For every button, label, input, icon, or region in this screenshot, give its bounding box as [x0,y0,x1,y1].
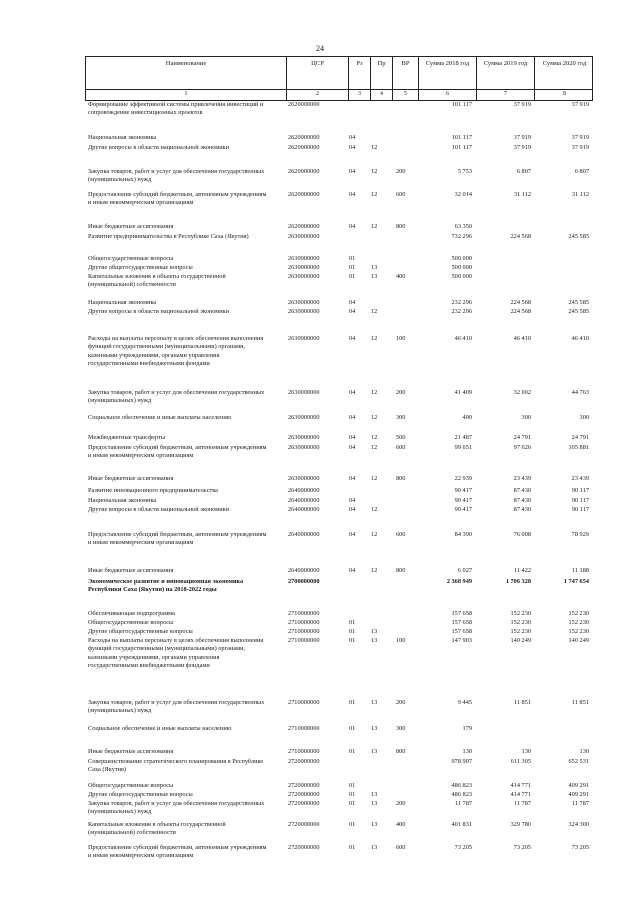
cell-s2019: 46 410 [513,335,531,342]
cell-csr: 2640000000 [288,497,320,504]
cell-s2019: 32 002 [513,389,531,396]
cell-name: Национальная экономика [88,497,157,504]
cell-s2019: 23 439 [513,475,531,482]
cell-s2018: 32 014 [454,191,472,198]
cell-s2018: 73 205 [454,844,472,851]
cell-csr: 2710000000 [288,619,320,626]
cell-vr: 100 [396,335,406,342]
cell-s2020: 23 439 [571,475,589,482]
column-number: 1 [184,91,188,97]
cell-s2020: 31 112 [571,191,589,198]
cell-vr: 300 [396,414,406,421]
cell-csr: 2720000000 [288,800,320,807]
cell-pr: 12 [371,308,378,315]
cell-name: Совершенствование стратегического планирования в Республике Саха (Якутия) [88,758,264,774]
cell-name: Другие вопросы в области национальной экономики [88,506,230,513]
cell-pr: 12 [371,144,378,151]
cell-name: Иные бюджетные ассигнования [88,475,174,482]
cell-s2018: 500 000 [451,273,472,280]
cell-s2019: 73 205 [513,844,531,851]
cell-s2020: 46 410 [571,335,589,342]
cell-name: Социальное обеспечение и иные выплаты населению [88,725,232,732]
cell-s2020: 245 585 [568,233,589,240]
header-csr: ЦСР [286,57,348,89]
cell-s2020: 152 230 [568,610,589,617]
cell-pr: 12 [371,191,378,198]
cell-name: Другие вопросы в области национальной экономики [88,308,230,315]
cell-name: Предоставление субсидий бюджетным, автономным учреждениям и иным некоммерческим организациям [88,444,267,460]
header-sum-2018: Сумма 2018 год [418,57,476,89]
cell-s2020: 11 851 [571,699,589,706]
cell-name: Расходы на выплаты персоналу в целях обеспечения выполнения функций государственными (муниципальными) органами, казенными учреждениями, органами управления государственными внебюджетными фондами [88,335,264,368]
cell-csr: 2620000000 [288,168,320,175]
cell-name: Национальная экономика [88,299,157,306]
cell-s2018: 90 417 [454,487,472,494]
cell-s2018: 157 658 [451,610,472,617]
header-sum-2019: Сумма 2019 год [476,57,534,89]
cell-rz: 01 [349,264,356,271]
cell-name: Закупка товаров, работ и услуг для обеспечения государственных (муниципальных) нужд [88,168,265,184]
cell-s2018: 101 117 [451,144,472,151]
cell-s2018: 486 823 [451,791,472,798]
cell-s2018: 5 753 [457,168,472,175]
cell-s2020: 6 807 [574,168,589,175]
cell-pr: 13 [371,800,378,807]
cell-name: Иные бюджетные ассигнования [88,748,174,755]
cell-pr: 13 [371,699,378,706]
cell-name: Капитальные вложения в объекты государственной (муниципальной) собственности [88,821,226,837]
cell-rz: 04 [349,414,356,421]
cell-csr: 2620000000 [288,134,320,141]
cell-s2018: 232 296 [451,299,472,306]
cell-s2020: 409 291 [568,791,589,798]
cell-vr: 300 [396,725,406,732]
cell-pr: 13 [371,628,378,635]
cell-s2019: 152 230 [510,628,531,635]
cell-s2020: 90 117 [571,487,589,494]
cell-csr: 2630000000 [288,255,320,262]
cell-vr: 200 [396,699,406,706]
cell-s2019: 76 008 [513,531,531,538]
cell-csr: 2710000000 [288,610,320,617]
cell-vr: 100 [396,637,406,644]
cell-rz: 04 [349,335,356,342]
cell-pr: 12 [371,475,378,482]
cell-vr: 800 [396,748,406,755]
cell-s2020: 152 230 [568,619,589,626]
cell-name: Развитие предпринимательства в Республике Саха (Якутия) [88,233,249,240]
cell-s2019: 224 568 [510,233,531,240]
cell-pr: 13 [371,844,378,851]
cell-vr: 200 [396,800,406,807]
header-vr: ВР [392,57,418,89]
cell-pr: 12 [371,335,378,342]
cell-s2020: 90 117 [571,506,589,513]
cell-rz: 04 [349,497,356,504]
cell-rz: 04 [349,444,356,451]
cell-name: Экономическое развитие и инновационная экономика Республики Саха (Якутия) на 2018-2022 годы [88,578,244,594]
cell-s2020: 409 291 [568,782,589,789]
cell-s2018: 90 417 [454,497,472,504]
cell-csr: 2630000000 [288,414,320,421]
cell-pr: 12 [371,567,378,574]
cell-csr: 2710000000 [288,725,320,732]
cell-s2019: 31 112 [513,191,531,198]
cell-pr: 12 [371,223,378,230]
cell-rz: 04 [349,223,356,230]
cell-csr: 2630000000 [288,273,320,280]
cell-name: Межбюджетные трансферты [88,434,166,441]
table-header [85,56,593,90]
cell-s2018: 401 831 [451,821,472,828]
cell-s2018: 46 410 [454,335,472,342]
cell-csr: 2620000000 [288,144,320,151]
cell-name: Другие общегосударственные вопросы [88,628,193,635]
cell-vr: 200 [396,168,406,175]
cell-rz: 04 [349,168,356,175]
cell-s2018: 157 658 [451,628,472,635]
cell-s2020: 90 117 [571,497,589,504]
header-name: Наименование [165,60,207,67]
cell-name: Предоставление субсидий бюджетным, автономным учреждениям и иным некоммерческим организациям [88,191,267,207]
cell-s2020: 324 300 [568,821,589,828]
header-pr: Пр [370,57,392,89]
cell-name: Обеспечивающая подпрограмма [88,610,175,617]
cell-s2020: 130 [579,748,589,755]
cell-s2018: 232 296 [451,308,472,315]
cell-s2018: 41 409 [454,389,472,396]
cell-s2019: 11 851 [513,699,531,706]
cell-csr: 2630000000 [288,264,320,271]
cell-pr: 12 [371,414,378,421]
cell-pr: 13 [371,748,378,755]
cell-csr: 2630000000 [288,299,320,306]
column-number: 3 [348,90,370,100]
cell-pr: 13 [371,821,378,828]
cell-csr: 2720000000 [288,758,320,765]
cell-pr: 13 [371,273,378,280]
cell-vr: 800 [396,223,406,230]
cell-s2018: 147 903 [451,637,472,644]
cell-csr: 2710000000 [288,748,320,755]
cell-s2019: 37 919 [513,101,531,108]
cell-rz: 04 [349,531,356,538]
cell-name: Закупка товаров, работ и услуг для обеспечения государственных (муниципальных) нужд [88,800,265,816]
header-rz: Рз [348,57,370,89]
cell-s2019: 37 919 [513,134,531,141]
cell-s2019: 414 771 [510,782,531,789]
cell-csr: 2630000000 [288,434,320,441]
cell-rz: 01 [349,637,356,644]
cell-s2019: 414 771 [510,791,531,798]
cell-name: Развитие инновационного предпринимательства [88,487,218,494]
cell-csr: 2630000000 [288,389,320,396]
cell-csr: 2720000000 [288,821,320,828]
page-number: 24 [316,44,324,53]
cell-csr: 2630000000 [288,475,320,482]
cell-rz: 04 [349,506,356,513]
cell-s2019: 130 [521,748,531,755]
cell-csr: 2720000000 [288,844,320,851]
cell-rz: 04 [349,475,356,482]
cell-name: Предоставление субсидий бюджетным, автономным учреждениям и иным некоммерческим организациям [88,531,267,547]
cell-s2018: 732 296 [451,233,472,240]
cell-s2018: 179 [462,725,472,732]
cell-name: Общегосударственные вопросы [88,619,174,626]
cell-rz: 04 [349,134,356,141]
cell-s2018: 6 027 [457,567,472,574]
cell-rz: 01 [349,273,356,280]
cell-csr: 2720000000 [288,782,320,789]
cell-vr: 800 [396,475,406,482]
cell-s2020: 44 763 [571,389,589,396]
cell-s2020: 652 531 [568,758,589,765]
cell-name: Другие общегосударственные вопросы [88,264,193,271]
column-number: 8 [534,90,594,100]
cell-s2019: 87 430 [513,506,531,513]
cell-rz: 01 [349,782,356,789]
cell-pr: 13 [371,791,378,798]
cell-s2019: 1 706 328 [505,578,531,585]
cell-rz: 01 [349,748,356,755]
cell-s2018: 157 658 [451,619,472,626]
cell-csr: 2630000000 [288,233,320,240]
cell-rz: 01 [349,619,356,626]
cell-pr: 12 [371,506,378,513]
cell-csr: 2640000000 [288,487,320,494]
cell-name: Расходы на выплаты персоналу в целях обеспечения выполнения функций государственными (муниципальными) органами, казенными учреждениями, органами управления государственными внебюджетными фондами [88,637,264,670]
cell-s2020: 105 881 [568,444,589,451]
column-number-row [85,90,593,101]
cell-s2018: 101 117 [451,134,472,141]
cell-rz: 01 [349,699,356,706]
cell-pr: 13 [371,725,378,732]
cell-s2020: 152 230 [568,628,589,635]
cell-vr: 600 [396,844,406,851]
cell-s2019: 152 230 [510,619,531,626]
cell-name: Общегосударственные вопросы [88,782,174,789]
cell-s2018: 9 445 [457,699,472,706]
cell-name: Предоставление субсидий бюджетным, автономным учреждениям и иным некоммерческим организациям [88,844,267,860]
column-number: 6 [418,90,476,100]
cell-rz: 01 [349,255,356,262]
cell-s2019: 87 430 [513,497,531,504]
cell-s2020: 73 205 [571,844,589,851]
cell-s2019: 6 807 [516,168,531,175]
cell-s2018: 21 487 [454,434,472,441]
cell-rz: 04 [349,389,356,396]
cell-s2018: 84 390 [454,531,472,538]
cell-s2018: 101 117 [451,101,472,108]
cell-csr: 2630000000 [288,308,320,315]
cell-csr: 2620000000 [288,223,320,230]
cell-s2019: 140 249 [510,637,531,644]
cell-name: Иные бюджетные ассигнования [88,567,174,574]
cell-s2019: 152 230 [510,610,531,617]
cell-s2020: 37 919 [571,134,589,141]
cell-rz: 01 [349,800,356,807]
cell-vr: 600 [396,444,406,451]
cell-s2020: 245 585 [568,308,589,315]
header-sum-2020: Сумма 2020 год [534,57,594,89]
cell-s2018: 500 000 [451,255,472,262]
cell-name: Другие общегосударственные вопросы [88,791,193,798]
cell-s2019: 87 430 [513,487,531,494]
cell-s2019: 300 [521,414,531,421]
cell-rz: 04 [349,299,356,306]
cell-s2019: 37 919 [513,144,531,151]
cell-csr: 2710000000 [288,699,320,706]
cell-pr: 12 [371,444,378,451]
cell-s2019: 11 787 [513,800,531,807]
cell-name: Иные бюджетные ассигнования [88,223,174,230]
cell-s2018: 22 939 [454,475,472,482]
column-number: 7 [476,90,534,100]
cell-s2018: 978 907 [451,758,472,765]
column-number: 2 [286,90,348,100]
cell-s2018: 130 [462,748,472,755]
cell-rz: 04 [349,567,356,574]
cell-name: Социальное обеспечение и иные выплаты населению [88,414,232,421]
cell-vr: 600 [396,191,406,198]
column-number: 5 [392,90,418,100]
cell-csr: 2630000000 [288,335,320,342]
cell-rz: 01 [349,844,356,851]
cell-s2019: 11 422 [513,567,531,574]
cell-s2019: 24 791 [513,434,531,441]
cell-s2019: 329 780 [510,821,531,828]
cell-s2019: 224 568 [510,299,531,306]
cell-name: Капитальные вложения в объекты государственной (муниципальной) собственности [88,273,226,289]
cell-s2018: 500 000 [451,264,472,271]
cell-csr: 2620000000 [288,191,320,198]
cell-name: Формирование эффективной системы привлечения инвестиций и сопровождение инвестиционных проектов [88,101,264,117]
cell-name: Другие вопросы в области национальной экономики [88,144,230,151]
cell-s2020: 11 188 [571,567,589,574]
cell-rz: 01 [349,725,356,732]
cell-s2018: 90 417 [454,506,472,513]
cell-pr: 12 [371,389,378,396]
cell-pr: 12 [371,434,378,441]
cell-rz: 04 [349,308,356,315]
column-number: 4 [370,90,392,100]
cell-csr: 2640000000 [288,567,320,574]
cell-rz: 04 [349,144,356,151]
cell-csr: 2710000000 [288,628,320,635]
cell-csr: 2720000000 [288,791,320,798]
cell-s2018: 486 823 [451,782,472,789]
cell-pr: 12 [371,531,378,538]
cell-rz: 04 [349,191,356,198]
cell-s2020: 1 747 654 [563,578,589,585]
cell-vr: 400 [396,821,406,828]
cell-vr: 800 [396,567,406,574]
cell-pr: 13 [371,637,378,644]
cell-pr: 13 [371,264,378,271]
cell-rz: 01 [349,821,356,828]
cell-name: Закупка товаров, работ и услуг для обеспечения государственных (муниципальных) нужд [88,699,265,715]
cell-s2019: 224 568 [510,308,531,315]
cell-name: Национальная экономика [88,134,157,141]
cell-name: Закупка товаров, работ и услуг для обеспечения государственных (муниципальных) нужд [88,389,265,405]
cell-s2020: 37 919 [571,144,589,151]
cell-s2020: 300 [579,414,589,421]
cell-s2020: 78 929 [571,531,589,538]
cell-s2018: 400 [462,414,472,421]
cell-s2018: 99 651 [454,444,472,451]
cell-s2018: 11 787 [454,800,472,807]
cell-s2020: 140 249 [568,637,589,644]
cell-csr: 2630000000 [288,444,320,451]
cell-rz: 01 [349,791,356,798]
cell-vr: 400 [396,273,406,280]
cell-rz: 01 [349,628,356,635]
cell-csr: 2710000000 [288,637,320,644]
cell-csr: 2700000000 [288,578,320,585]
cell-s2020: 245 585 [568,299,589,306]
cell-s2020: 24 791 [571,434,589,441]
cell-s2018: 2 368 949 [446,578,472,585]
cell-s2019: 97 626 [513,444,531,451]
cell-csr: 2620000000 [288,101,320,108]
cell-s2020: 11 787 [571,800,589,807]
cell-pr: 12 [371,168,378,175]
cell-s2019: 611 305 [510,758,531,765]
cell-csr: 2640000000 [288,506,320,513]
cell-vr: 500 [396,434,406,441]
cell-vr: 600 [396,531,406,538]
cell-vr: 200 [396,389,406,396]
cell-rz: 04 [349,434,356,441]
cell-s2020: 37 919 [571,101,589,108]
cell-name: Общегосударственные вопросы [88,255,174,262]
cell-s2018: 63 350 [454,223,472,230]
cell-csr: 2640000000 [288,531,320,538]
